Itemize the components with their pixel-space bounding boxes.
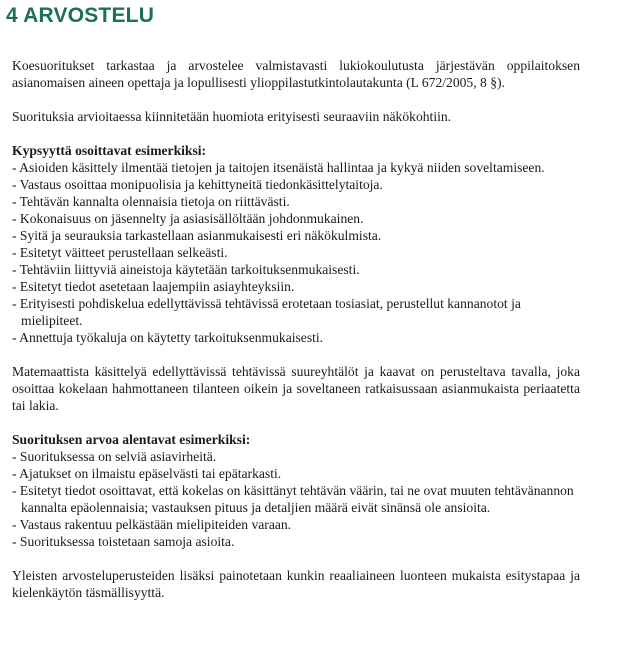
positive-list xyxy=(12,159,580,346)
intro-paragraph: Koesuoritukset tarkastaa ja arvostelee valmistavasti lukiokoulutusta järjestävän oppilaitoksen asianomaisen aineen opettaja ja lopullisesti ylioppilastutkintolautakunta (L 672/2005, 8 §). xyxy=(12,58,580,90)
document-body xyxy=(12,57,580,601)
list-item: - Esitetyt tiedot osoittavat, että kokelas on käsittänyt tehtävän väärin, tai ne ovat muuten tehtävänannon kannalta epäolennaisia; vastauksen pituus ja detaljien määrä eivät sinänsä ole ansioita. xyxy=(12,483,574,515)
negative-list xyxy=(12,448,580,550)
positive-section xyxy=(12,142,580,346)
list-item: - Kokonaisuus on jäsennelty ja asiasisällöltään johdonmukainen. xyxy=(12,211,364,226)
list-item: - Esitetyt väitteet perustellaan selkeästi. xyxy=(12,245,228,260)
math-paragraph: Matemaattista käsittelyä edellyttävissä tehtävissä suureyhtälöt ja kaavat on perusteltava tavalla, joka osoittaa kokelaan hahmottaneen tilanteen oikein ja soveltaneen ratkaisussaan asianmukaista periaatetta tai lakia. xyxy=(12,364,580,413)
list-item: - Esitetyt tiedot asetetaan laajempiin asiayhteyksiin. xyxy=(12,279,295,294)
list-item: - Erityisesti pohdiskelua edellyttävissä tehtävissä erotetaan tosiasiat, perustellut kannanotot ja mielipiteet. xyxy=(12,296,521,328)
list-item: - Syitä ja seurauksia tarkastellaan asianmukaisesti eri näkökulmista. xyxy=(12,228,382,243)
focus-paragraph: Suorituksia arvioitaessa kiinnitetään huomiota erityisesti seuraaviin näkökohtiin. xyxy=(12,109,452,124)
list-item: - Suorituksessa on selviä asiavirheitä. xyxy=(12,449,217,464)
list-item: - Vastaus osoittaa monipuolisia ja kehittyneitä tiedonkäsittelytaitoja. xyxy=(12,177,383,192)
list-item: - Asioiden käsittely ilmentää tietojen ja taitojen itsenäistä hallintaa ja kykyä niiden soveltamiseen. xyxy=(12,160,545,175)
list-item: - Suorituksessa toistetaan samoja asioita. xyxy=(12,534,235,549)
negative-section xyxy=(12,431,580,550)
list-item: - Ajatukset on ilmaistu epäselvästi tai epätarkasti. xyxy=(12,466,282,481)
list-item: - Tehtäviin liittyviä aineistoja käytetään tarkoituksenmukaisesti. xyxy=(12,262,360,277)
list-item: - Vastaus rakentuu pelkästään mielipiteiden varaan. xyxy=(12,517,292,532)
list-item: - Annettuja työkaluja on käytetty tarkoituksenmukaisesti. xyxy=(12,330,324,345)
list-item: - Tehtävän kannalta olennaisia tietoja on riittävästi. xyxy=(12,194,290,209)
positive-title: Kypsyyttä osoittavat esimerkiksi: xyxy=(12,143,207,158)
negative-title: Suorituksen arvoa alentavat esimerkiksi: xyxy=(12,432,251,447)
section-heading: 4 ARVOSTELU xyxy=(6,4,155,27)
closing-paragraph: Yleisten arvosteluperusteiden lisäksi painotetaan kunkin reaaliaineen luonteen mukaista esitystapaa ja kielenkäytön täsmällisyyttä. xyxy=(12,568,580,600)
